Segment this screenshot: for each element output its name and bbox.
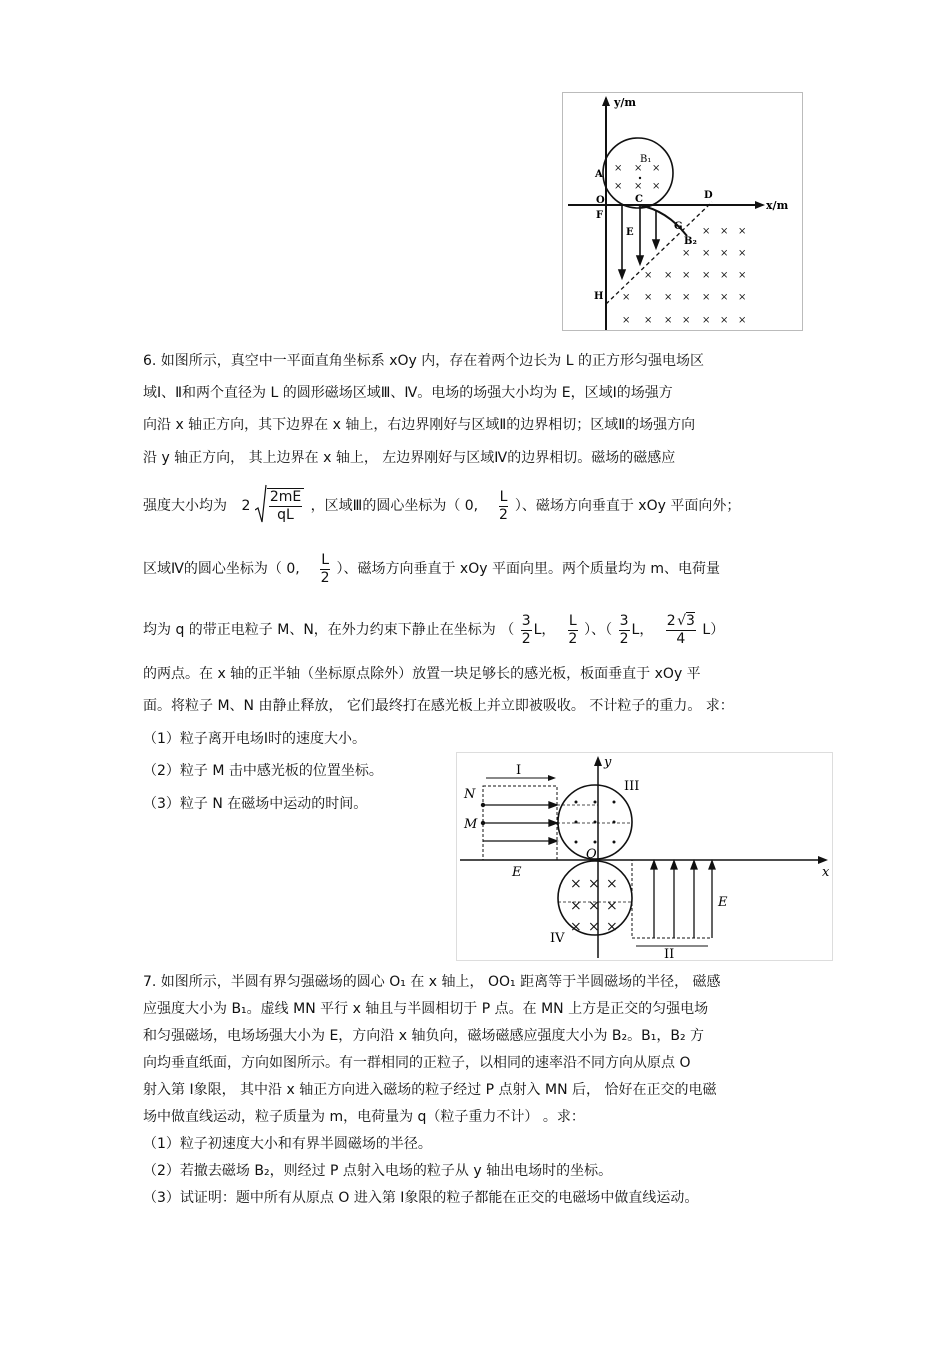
q6-line-4: 沿 y 轴正方向， 其上边界在 x 轴上， 左边界刚好与区域Ⅳ的边界相切。磁场的磁感应 <box>143 450 676 466</box>
fig2-label-I: I <box>516 763 522 778</box>
radical-sign <box>255 484 267 524</box>
q6-rad-den: qL <box>277 507 294 523</box>
svg-text:×: × <box>702 270 711 281</box>
svg-text:×: × <box>644 292 653 303</box>
figure-1 <box>562 92 804 332</box>
label-D: D <box>704 190 713 201</box>
q6-line-1: 6. 如图所示，真空中一平面直角坐标系 xOy 内，存在着两个边长为 L 的正方形匀强电场区 <box>143 353 704 369</box>
fig2-label-E-right: E <box>718 895 728 910</box>
q6-l6-text-a: 区域Ⅳ的圆心坐标为（ 0, <box>143 561 300 577</box>
svg-text:×: × <box>738 270 747 281</box>
q6-l7-text-b: ）、（ <box>584 622 613 638</box>
q6-question-1: （1）粒子离开电场Ⅰ时的速度大小。 <box>143 731 367 747</box>
q6-frac-2sqrt3-4: $\frac{2 √3}{4}$ <box>666 612 695 647</box>
fig2-label-IV: IV <box>550 931 565 946</box>
q6-l5-text-a: 强度大小均为 <box>143 498 227 514</box>
svg-text:×: × <box>614 181 623 192</box>
svg-text:×: × <box>702 226 711 237</box>
fig2-x-label: x <box>822 865 830 880</box>
q6-line-6 <box>143 547 720 591</box>
q6-line-2: 域Ⅰ、Ⅱ和两个直径为 L 的圆形磁场区域Ⅲ、Ⅳ。电场的场强大小均为 E，区域Ⅰ的场强方 <box>143 385 673 401</box>
svg-text:×: × <box>606 898 618 914</box>
label-O: O <box>596 195 605 206</box>
svg-text:×: × <box>664 270 673 281</box>
svg-text:×: × <box>682 248 691 259</box>
q6-l6-text-b: ）、磁场方向垂直于 xOy 平面向里。两个质量均为 m、电荷量 <box>336 561 721 577</box>
q6-l7-text-a: 均为 q 的带正电粒子 M、N，在外力约束下静止在坐标为 （ <box>143 622 515 638</box>
svg-text:×: × <box>588 919 600 935</box>
y-axis-label: y/m <box>614 96 637 109</box>
label-C: C <box>635 194 643 205</box>
fig2-y-label: y <box>604 755 612 770</box>
q6-l5-text-c: ）、磁场方向垂直于 xOy 平面向外； <box>514 498 741 514</box>
svg-text:×: × <box>682 270 691 281</box>
q6-frac-3-2-b: $\frac{3}{2}$ <box>619 612 629 647</box>
svg-text:×: × <box>570 898 582 914</box>
svg-text:×: × <box>614 163 623 174</box>
figure-1-diagram <box>562 92 804 332</box>
q7-line-1: 7. 如图所示，半圆有界匀强磁场的圆心 O₁ 在 x 轴上， OO₁ 距离等于半圆磁场的半径， 磁感 <box>143 974 721 990</box>
svg-text:×: × <box>644 270 653 281</box>
fig2-label-E-left: E <box>512 865 522 880</box>
label-E: E <box>626 227 634 238</box>
q6-line-3: 向沿 x 轴正方向，其下边界在 x 轴上，右边界刚好与区域Ⅱ的边界相切；区域Ⅱ的场强方向 <box>143 417 696 433</box>
svg-text:×: × <box>720 226 729 237</box>
figure-2-diagram <box>456 752 834 962</box>
svg-text:×: × <box>720 248 729 259</box>
svg-text:×: × <box>738 292 747 303</box>
svg-text:×: × <box>634 163 643 174</box>
q7-line-3: 和匀强磁场，电场场强大小为 E，方向沿 x 轴负向，磁场磁感应强度大小为 B₂。B₁，B₂ 方 <box>143 1028 705 1044</box>
figure-2 <box>456 752 834 962</box>
svg-text:×: × <box>738 248 747 259</box>
label-B1: B₁ <box>640 154 652 165</box>
fig2-label-III: III <box>624 779 640 794</box>
x-axis-label: x/m <box>766 199 789 212</box>
q6-frac-half-1: $\frac{L}{2}$ <box>499 488 508 523</box>
label-H: H <box>594 291 604 302</box>
q7-line-5: 射入第 Ⅰ象限， 其中沿 x 轴正方向进入磁场的粒子经过 P 点射入 MN 后， 恰好在正交的电磁 <box>143 1082 717 1098</box>
fig2-label-M: M <box>464 817 478 832</box>
svg-text:×: × <box>682 315 691 326</box>
q7-question-2: （2）若撤去磁场 B₂，则经过 P 点射入电场的粒子从 y 轴出电场时的坐标。 <box>143 1163 613 1179</box>
svg-text:×: × <box>634 181 643 192</box>
q7-line-2: 应强度大小为 B₁。虚线 MN 平行 x 轴且与半圆相切于 P 点。在 MN 上方是正交的匀强电场 <box>143 1001 709 1017</box>
svg-text:×: × <box>738 315 747 326</box>
label-G: G <box>674 221 683 232</box>
q7-question-1: （1）粒子初速度大小和有界半圆磁场的半径。 <box>143 1136 432 1152</box>
svg-text:×: × <box>606 919 618 935</box>
svg-text:×: × <box>622 315 631 326</box>
svg-text:×: × <box>588 898 600 914</box>
svg-text:×: × <box>570 876 582 892</box>
svg-text:×: × <box>720 315 729 326</box>
q6-l7-L1: L， <box>533 622 556 638</box>
label-F: F <box>596 210 604 221</box>
q6-frac-L-2: $\frac{L}{2}$ <box>568 612 578 647</box>
svg-text:×: × <box>720 292 729 303</box>
q6-line-7 <box>143 608 724 652</box>
q6-frac-half-2: $\frac{L}{2}$ <box>320 551 330 586</box>
label-B2: B₂ <box>684 236 697 247</box>
q6-l5-text-b: ，区域Ⅲ的圆心坐标为（ 0, <box>310 498 479 514</box>
q6-line-9: 面。将粒子 M、N 由静止释放， 它们最终打在感光板上并立即被吸收。 不计粒子的重力。 求： <box>143 698 734 714</box>
svg-text:×: × <box>652 181 661 192</box>
svg-text:×: × <box>622 292 631 303</box>
svg-text:×: × <box>664 292 673 303</box>
q7-line-6: 场中做直线运动，粒子质量为 m，电荷量为 q（粒子重力不计） 。求： <box>143 1109 585 1125</box>
svg-text:×: × <box>664 315 673 326</box>
q6-l7-text-c: L） <box>702 622 725 638</box>
q6-l7-L2: L， <box>631 622 654 638</box>
q6-line-5 <box>143 484 740 528</box>
svg-text:×: × <box>644 315 653 326</box>
q6-line-8: 的两点。在 x 轴的正半轴（坐标原点除外）放置一块足够长的感光板，板面垂直于 xOy 平 <box>143 666 701 682</box>
svg-text:×: × <box>682 292 691 303</box>
svg-text:×: × <box>652 163 661 174</box>
q6-question-3: （3）粒子 N 在磁场中运动的时间。 <box>143 796 368 812</box>
svg-text:×: × <box>702 315 711 326</box>
fig2-label-O: O <box>586 847 597 862</box>
svg-text:×: × <box>588 876 600 892</box>
fig2-label-II: II <box>664 947 675 962</box>
q6-l5-coef: 2 <box>241 498 251 514</box>
svg-text:×: × <box>606 876 618 892</box>
svg-text:×: × <box>702 248 711 259</box>
svg-text:×: × <box>720 270 729 281</box>
q6-rad-num: 2mE <box>269 489 302 505</box>
q6-frac-3-2: $\frac{3}{2}$ <box>521 612 531 647</box>
label-A: A <box>595 169 603 180</box>
fig2-label-N: N <box>464 787 476 802</box>
q7-question-3: （3）试证明：题中所有从原点 O 进入第 Ⅰ象限的粒子都能在正交的电磁场中做直线运动。 <box>143 1190 699 1206</box>
q6-radical <box>255 484 306 528</box>
svg-text:×: × <box>702 292 711 303</box>
svg-text:×: × <box>570 919 582 935</box>
q7-line-4: 向均垂直纸面，方向如图所示。有一群相同的正粒子，以相同的速率沿不同方向从原点 O <box>143 1055 691 1071</box>
q6-question-2: （2）粒子 M 击中感光板的位置坐标。 <box>143 763 383 779</box>
svg-text:×: × <box>738 226 747 237</box>
